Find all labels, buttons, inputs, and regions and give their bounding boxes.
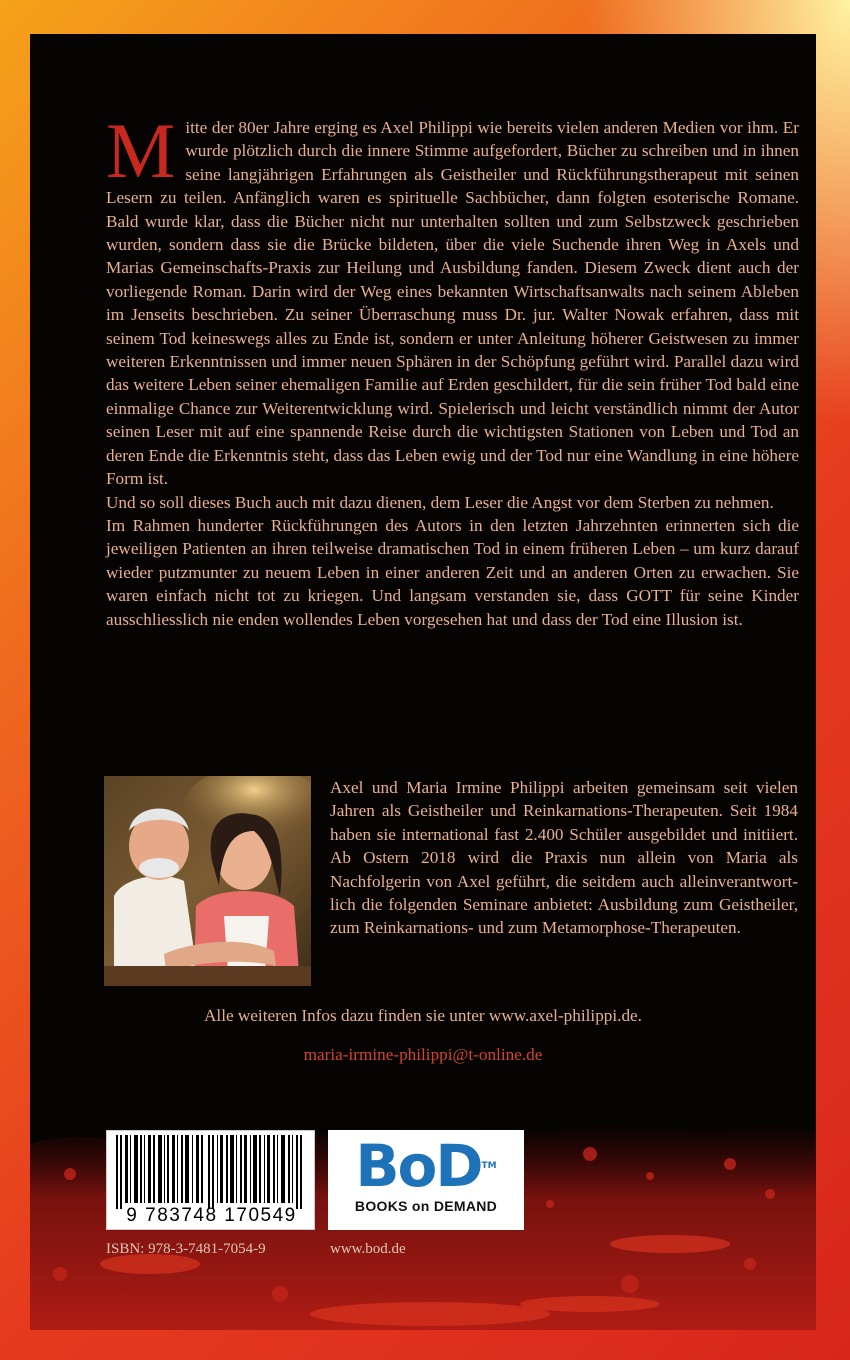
email-address: maria-irmine-philippi@t-online.de bbox=[303, 1045, 543, 1064]
isbn-text: ISBN: 978-3-7481-7054-9 bbox=[106, 1241, 266, 1257]
author-photo bbox=[104, 776, 311, 986]
isbn-barcode bbox=[106, 1130, 315, 1230]
blurb-paragraph: Im Rahmen hunderter Rückführungen des Autors in den letzten Jahrzehnten erinnerten sich die jeweiligen Patienten an ihren teilweise dramatischen Tod in einem früheren Leben – um kurz darauf wieder putzmunter zu neuem Leben in einer anderen Zeit und an anderen Orten zu erwachen. Sie waren einfach nicht tot zu kriegen. Und langsam verstanden sie, dass GOTT für seine Kinder ausschliesslich nie enden wollendes Leben vorgesehen hat und dass der Tod eine Illusion ist. bbox=[106, 515, 799, 629]
barcode-bars bbox=[108, 1135, 315, 1211]
drop-cap: M bbox=[106, 107, 176, 194]
blurb-paragraph: Und so soll dieses Buch auch mit dazu dienen, dem Leser die Angst vor dem Sterben zu nehmen. bbox=[106, 492, 774, 512]
website-info: Alle weiteren Infos dazu finden sie unter www.axel-philippi.de. bbox=[204, 1006, 642, 1025]
author-bio: Axel und Maria Irmine Philippi arbeiten gemeinsam seit vielen Jahren als Geistheiler und Reinkarnations-Therapeuten. Seit 1984 haben sie international fast 2.400 Schüler ausgebildet und initiiert. Ab Ostern 2018 wird die Praxis nun allein von Maria als Nachfolgerin von Axel geführt, die seitdem auch alleinverantwortlich die folgenden Seminare anbietet: Ausbildung zum Geistheiler, zum Reinkarnations- und zum Metamorphose-Therapeuten. bbox=[330, 778, 798, 938]
bod-tagline: BOOKS on DEMAND bbox=[354, 1198, 498, 1214]
publisher-website: www.bod.de bbox=[330, 1241, 406, 1257]
trademark-mark: TM bbox=[481, 1161, 497, 1171]
publisher-logo bbox=[328, 1130, 524, 1230]
bod-logo-text bbox=[328, 1134, 524, 1198]
blurb-paragraph: itte der 80er Jahre erging es Axel Philippi wie bereits vielen anderen Medien vor ihm. Er wurde plötzlich durch die innere Stimme aufgefordert, Bücher zu schreiben und in ihnen seine langjährigen Erfahrungen als Geistheiler und Rückführungstherapeut mit seinen Lesern zu teilen. Anfänglich waren es spirituelle Sachbücher, dann folgten esoterische Romane. Bald wurde klar, dass die Bücher nicht nur unterhalten sollten und zum Selbstzweck geschrieben wurden, sondern dass sie die Brücke bildeten, über die viele Suchende ihren Weg in Axels und Marias Gemeinschafts-Praxis zur Heilung und Ausbildung fanden. Diesem Zweck dient auch der vorliegende Roman. Darin wird der Weg eines bekannten Wirtschaftsanwalts nach seinem Ableben im Jenseits beschrieben. Zu seiner Überraschung muss Dr. jur. Walter Nowak erfahren, dass mit seinem Tod keineswegs alles zu Ende ist, sondern er unter Anleitung höherer Geistwesen zu immer weiteren Erkenntnissen und immer neuen Sphären in der Schöpfung geführt wird. Parallel dazu wird das weitere Leben seiner ehemaligen Familie auf Erden geschildert, für die sein früher Tod bald eine einmalige Chance zur Weiterentwicklung wird. Spielerisch und leicht verständlich nimmt der Autor seinen Leser mit auf eine spannende Reise durch die wichtigsten Stationen von Leben und Tod an deren Ende die Erkenntnis steht, dass das Leben ewig und der Tod nur eine Wandlung in eine höhere Form ist. bbox=[106, 118, 799, 489]
author-photo-illustration bbox=[104, 776, 311, 986]
barcode-number: 9 783748 170549 bbox=[126, 1205, 297, 1226]
bod-logo-wordmark: BoD bbox=[355, 1132, 482, 1200]
blurb-text bbox=[106, 107, 799, 631]
back-cover-panel bbox=[30, 34, 816, 1330]
